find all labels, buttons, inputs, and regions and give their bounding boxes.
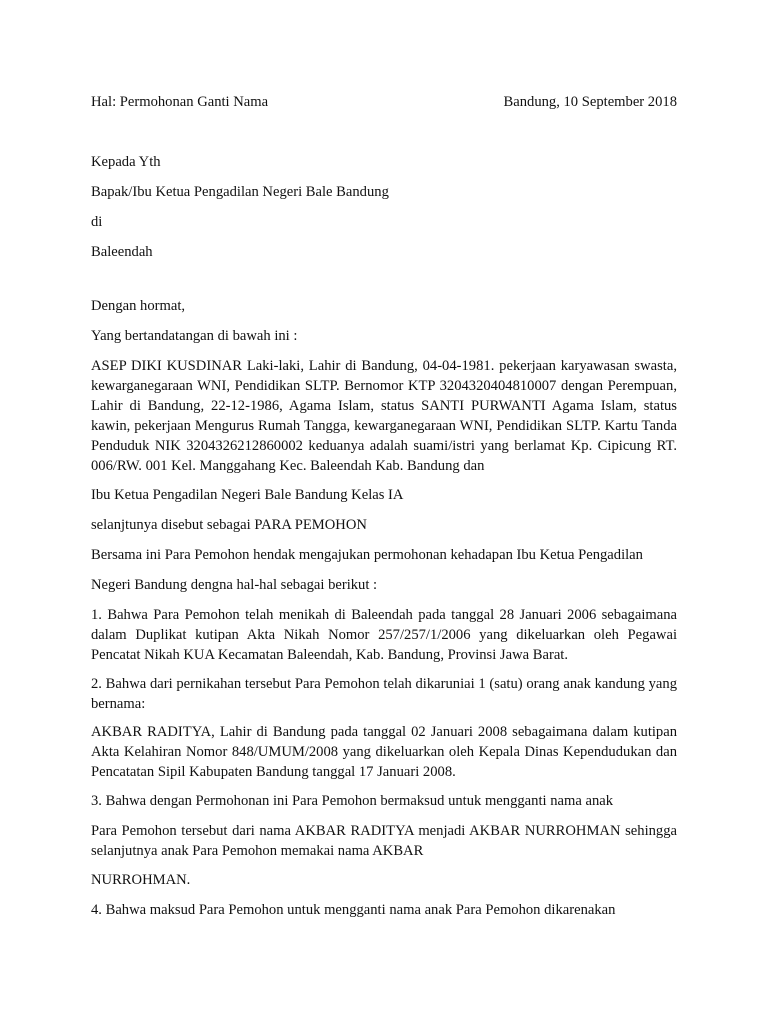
greeting: Dengan hormat, (91, 298, 186, 314)
referred-line: selanjtunya disebut sebagai PARA PEMOHON (91, 517, 367, 533)
recipient-line-3: di (91, 214, 103, 230)
point-3-end: NURROHMAN. (91, 872, 191, 888)
purpose-line-2: Negeri Bandung dengna hal-hal sebagai berikut : (91, 577, 378, 593)
subject-line: Hal: Permohonan Ganti Nama (91, 94, 269, 110)
child-paragraph: AKBAR RADITYA, Lahir di Bandung pada tanggal 02 Januari 2008 sebagaimana dalam kutipan Akta Kelahiran Nomor 848/UMUM/2008 yang dikeluarkan oleh Kepala Dinas Kependudukan dan Pencatatan Sipil Kabupaten Bandung tanggal 17 Januari 2008. (91, 724, 677, 780)
point-3-continuation: Para Pemohon tersebut dari nama AKBAR RADITYA menjadi AKBAR NURROHMAN sehingga selanjutnya anak Para Pemohon memakai nama AKBAR (91, 823, 677, 859)
purpose-line-1: Bersama ini Para Pemohon hendak mengajukan permohonan kehadapan Ibu Ketua Pengadilan (91, 547, 643, 563)
recipient-line-4: Baleendah (91, 244, 153, 260)
identity-paragraph: ASEP DIKI KUSDINAR Laki-laki, Lahir di Bandung, 04-04-1981. pekerjaan karyawasan swasta, kewarganegaraan WNI, Pendidikan SLTP. Bernomor KTP 3204320404810007 dengan Perempuan, Lahir di Bandung, 22-12-1986, Agama Islam, status SANTI PURWANTI Agama Islam, status kawin, pekerjaan Mengurus Rumah Tangga, kewarganegaraan WNI, Pendidikan SLTP. Kartu Tanda Penduduk NIK 3204326212860002 keduanya adalah suami/istri yang berlamat Kp. Cipicung RT. 006/RW. 001 Kel. Manggahang Kec. Baleendah Kab. Bandung dan (91, 358, 677, 474)
point-3: 3. Bahwa dengan Permohonan ini Para Pemohon bermaksud untuk mengganti nama anak (91, 793, 614, 809)
addressee-line: Ibu Ketua Pengadilan Negeri Bale Bandung Kelas IA (91, 487, 404, 503)
intro-line: Yang bertandatangan di bawah ini : (91, 328, 298, 344)
recipient-line-1: Kepada Yth (91, 154, 161, 170)
letter-content (91, 92, 677, 930)
point-1: 1. Bahwa Para Pemohon telah menikah di Baleendah pada tanggal 28 Januari 2006 sebagaimana dalam Duplikat kutipan Akta Nikah Nomor 257/257/1/2006 yang dikeluarkan oleh Pegawai Pencatat Nikah KUA Kecamatan Baleendah, Kab. Bandung, Provinsi Jawa Barat. (91, 607, 677, 663)
point-2: 2. Bahwa dari pernikahan tersebut Para Pemohon telah dikaruniai 1 (satu) orang anak kandung yang bernama: (91, 676, 677, 712)
recipient-line-2: Bapak/Ibu Ketua Pengadilan Negeri Bale Bandung (91, 184, 389, 200)
place-date: Bandung, 10 September 2018 (503, 94, 677, 110)
letter-header (91, 92, 677, 112)
point-4: 4. Bahwa maksud Para Pemohon untuk mengganti nama anak Para Pemohon dikarenakan (91, 902, 616, 918)
